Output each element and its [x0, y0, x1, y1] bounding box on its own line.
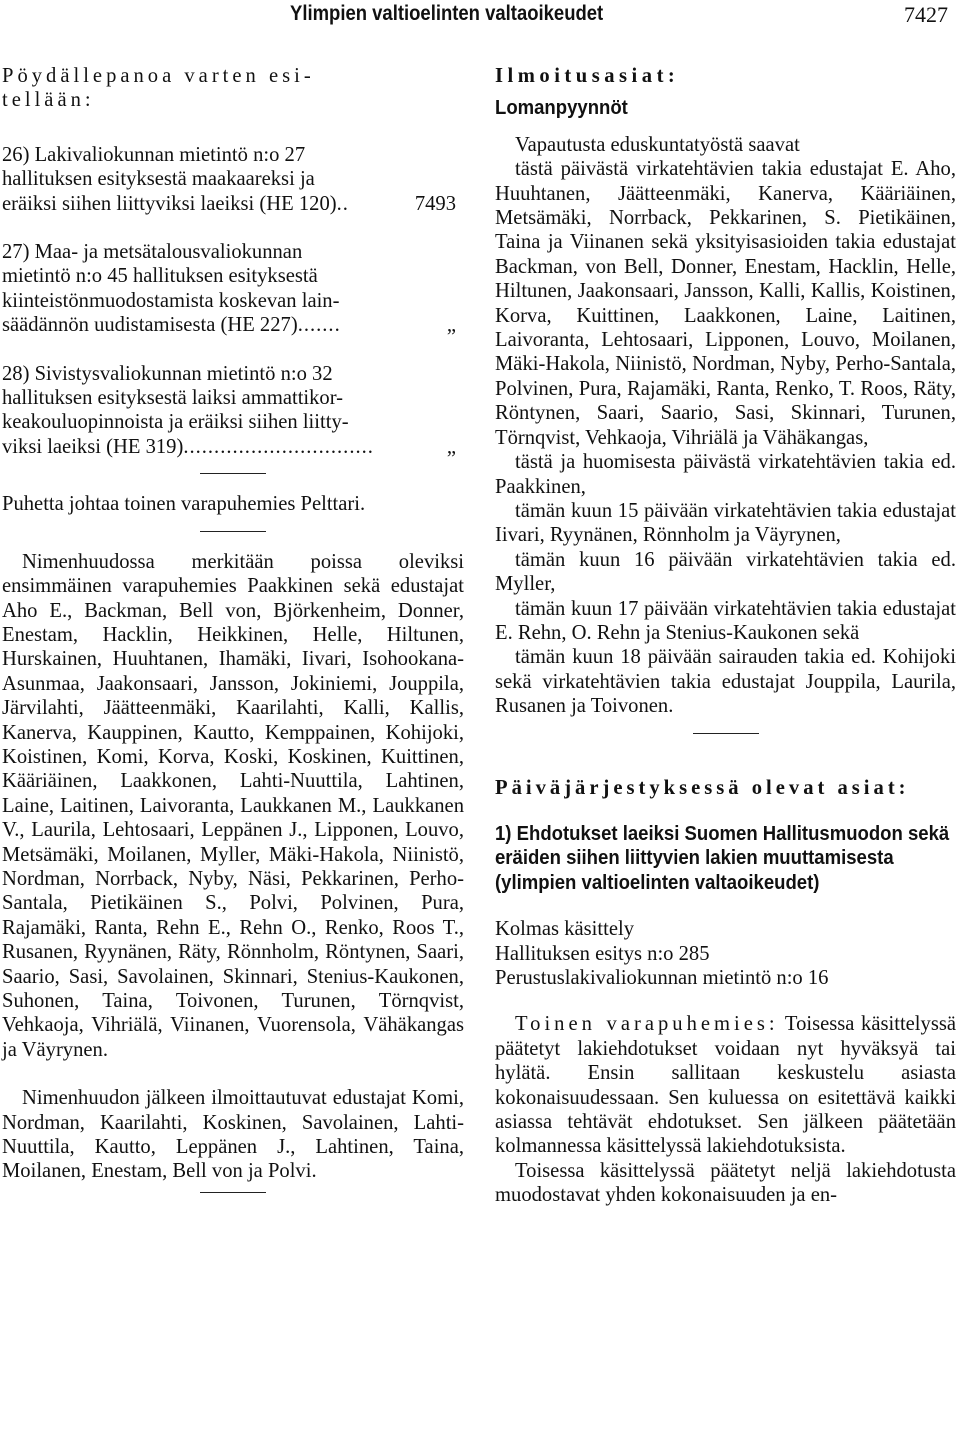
running-header [0, 2, 960, 28]
item28-last: viksi laeiksi (HE 319) [2, 435, 184, 458]
item26-last-row: eräiksi siihen liittyviksi laeiksi (HE 120) .. 7493 [2, 192, 464, 216]
item28-line: 28) Sivistysvaliokunnan mietintö n:o 32 [2, 362, 333, 385]
item27-page-ref: „ [446, 314, 456, 337]
agenda-heading: Päiväjärjestyksessä olevat asiat: [495, 776, 910, 799]
divider [693, 733, 759, 734]
leave-entry: tämän kuun 17 päivään virkatehtävien takia edustajat E. Rehn, O. Rehn ja Stenius-Kaukonen sekä [495, 597, 956, 644]
leave-entry: tämän kuun 16 päivään virkatehtävien takia ed. Myller, [495, 548, 956, 596]
item28-last-row: viksi laeiksi (HE 319) ............................... „ [2, 435, 464, 459]
leave-entry: tästä päivästä virkatehtävien takia edustajat E. Aho, Huuhtanen, Jäätteenmäki, Kanerva, Kääriäinen, Metsämäki, Norrback, Pekkarinen, S. Pietikäinen, Taina ja Viinanen sekä yksityisasioiden takia edustajat Backman, von Bell, Donner, Enestam, Hacklin, Helle, Hiltunen, Jaakonsaari, Jansson, Kalli, Kallis, Koistinen, Korva, Kuittinen, Laakkonen, Laine, Laitinen, Laivoranta, Lehtosaari, Lipponen, Louvo, Moilanen, Mäki-Hakola, Niinistö, Nordman, Nyby, Perho-Santala, Polvinen, Pura, Rajamäki, Ranta, Renko, T. Roos, Räty, Röntynen, Saari, Saario, Sasi, Skinnari, Turunen, Törnqvist, Vehkaoja, Vihriälä ja Vähäkangas, [495, 158, 956, 449]
item26-last: eräiksi siihen liittyviksi laeiksi (HE 120) [2, 192, 337, 215]
left-column [2, 64, 464, 1211]
item26-line: hallituksen esityksestä maakaareksi ja [2, 168, 315, 191]
rollcall-paragraph: Nimenhuudossa merkitään poissa oleviksi ensimmäinen varapuhemies Paakkinen sekä edustajat Aho E., Backman, Bell von, Björkenheim, Donner, Enestam, Hacklin, Heikkinen, Helle, Hiltunen, Hurskainen, Huuhtanen, Ihamäki, Iivari, Isohookana-Asunmaa, Jaakonsaari, Jansson, Jokiniemi, Jouppila, Järvilahti, Jäätteenmäki, Kaarilahti, Kalli, Kallis, Kanerva, Kauppinen, Kautto, Kemppainen, Kohijoki, Koistinen, Komi, Korva, Koski, Koskinen, Kuittinen, Kääriäinen, Laakkonen, Lahti-Nuuttila, Lahtinen, Laine, Laitinen, Laivoranta, Laukkanen M., Laukkanen V., Laurila, Lehtosaari, Leppänen J., Lipponen, Louvo, Metsämäki, Moilanen, Myller, Mäki-Hakola, Niinistö, Nordman, Norrback, Nyby, Näsi, Pekkarinen, Perho-Santala, Pietikäinen S., Polvi, Polvinen, Pura, Rajamäki, Ranta, Rehn E., Rehn O., Renko, Roos T., Rusanen, Ryynänen, Räty, Rönnholm, Röntynen, Saari, Saario, Sasi, Savolainen, Skinnari, Stenius-Kaukonen, Suhonen, Taina, Toivonen, Turunen, Törnqvist, Vehkaoja, Vihriälä, Viinanen, Vuorensola, Vähäkangas ja Väyrynen. [2, 550, 464, 1061]
reading-stage: Kolmas käsittely [495, 918, 634, 941]
agenda-item-28[interactable] [2, 362, 464, 460]
page-number: 7427 [904, 2, 948, 27]
item28-line: keakouluopinnoista ja eräiksi siihen liitty- [2, 411, 349, 434]
right-column [495, 64, 956, 1208]
chair-note: Puhetta johtaa toinen varapuhemies Pelttari. [2, 493, 366, 516]
item28-line: hallituksen esityksestä laiksi ammattikor- [2, 387, 344, 410]
leave-entry: tämän kuun 18 päivään sairauden takia ed. Kohijoki sekä virkatehtävien takia edustajat Jouppila, Laurila, Rusanen ja Toivonen. [495, 646, 956, 718]
notices-heading: Ilmoitusasiat: [495, 65, 680, 87]
tabling-heading-line2: tellään: [2, 89, 95, 112]
divider [200, 473, 266, 474]
item27-last: säädännön uudistamisesta (HE 227) [2, 314, 298, 337]
item27-last-row: säädännön uudistamisesta (HE 227) ....... „ [2, 313, 464, 337]
committee-report: Perustuslakivaliokunnan mietintö n:o 16 [495, 967, 829, 989]
divider [200, 531, 266, 532]
agenda-item-26[interactable] [2, 143, 464, 216]
tabling-heading-line1: Pöydällepanoa varten esi- [2, 65, 315, 87]
leave-intro: Vapautusta eduskuntatyöstä saavat [515, 133, 800, 156]
closing-paragraph: Toisessa käsittelyssä päätetyt neljä lakiehdotusta muodostavat yhden kokonaisuuden ja en- [495, 1159, 956, 1207]
item27-line: kiinteistönmuodostamista koskevan lain- [2, 289, 340, 312]
divider [200, 1192, 266, 1193]
after-rollcall-paragraph: Nimenhuudon jälkeen ilmoittautuvat edustajat Komi, Nordman, Kaarilahti, Koskinen, Savolainen, Lahti-Nuuttila, Kautto, Leppänen J., Lahtinen, Taina, Moilanen, Enestam, Bell von ja Polvi. [2, 1087, 464, 1183]
speaker-label: Toinen varapuhemies: [515, 1013, 779, 1036]
leave-heading: Lomanpyynnöt [495, 96, 628, 120]
government-bill: Hallituksen esitys n:o 285 [495, 942, 710, 965]
item27-line: mietintö n:o 45 hallituksen esityksestä [2, 265, 318, 288]
item28-page-ref: „ [446, 435, 456, 458]
running-title: Ylimpien valtioelinten valtaoikeudet [290, 2, 604, 25]
leave-entry: tämän kuun 15 päivään virkatehtävien takia edustajat Iivari, Ryynänen, Rönnholm ja Väyrynen, [495, 499, 956, 547]
agenda-item-27[interactable] [2, 240, 464, 338]
item27-line: 27) Maa- ja metsätalousvaliokunnan [2, 241, 303, 264]
tabling-heading [2, 64, 464, 113]
leave-entry: tästä ja huomisesta päivästä virkatehtävien takia ed. Paakkinen, [495, 451, 956, 498]
speaker-statement [495, 1012, 956, 1158]
item26-line: 26) Lakivaliokunnan mietintö n:o 27 [2, 143, 306, 166]
item1-title[interactable]: 1) Ehdotukset laeiksi Suomen Hallitusmuodon sekä eräiden siihen liittyvien lakien muuttamisesta (ylimpien valtioelinten valtaoikeudet) [495, 821, 950, 894]
item26-page-ref: 7493 [414, 192, 456, 215]
speaker-text: Toisessa käsittelyssä päätetyt lakiehdotukset voidaan nyt hyväksyä tai hylätä. Ensin sallitaan keskustelu asiasta kokonaisuudessaan. Sen kuluessa on esitettävä kaikki asiassa tehtävät ehdotukset. Sen jälkeen päätetään kolmannessa käsittelyssä lakiehdotuksista. [495, 1013, 956, 1158]
